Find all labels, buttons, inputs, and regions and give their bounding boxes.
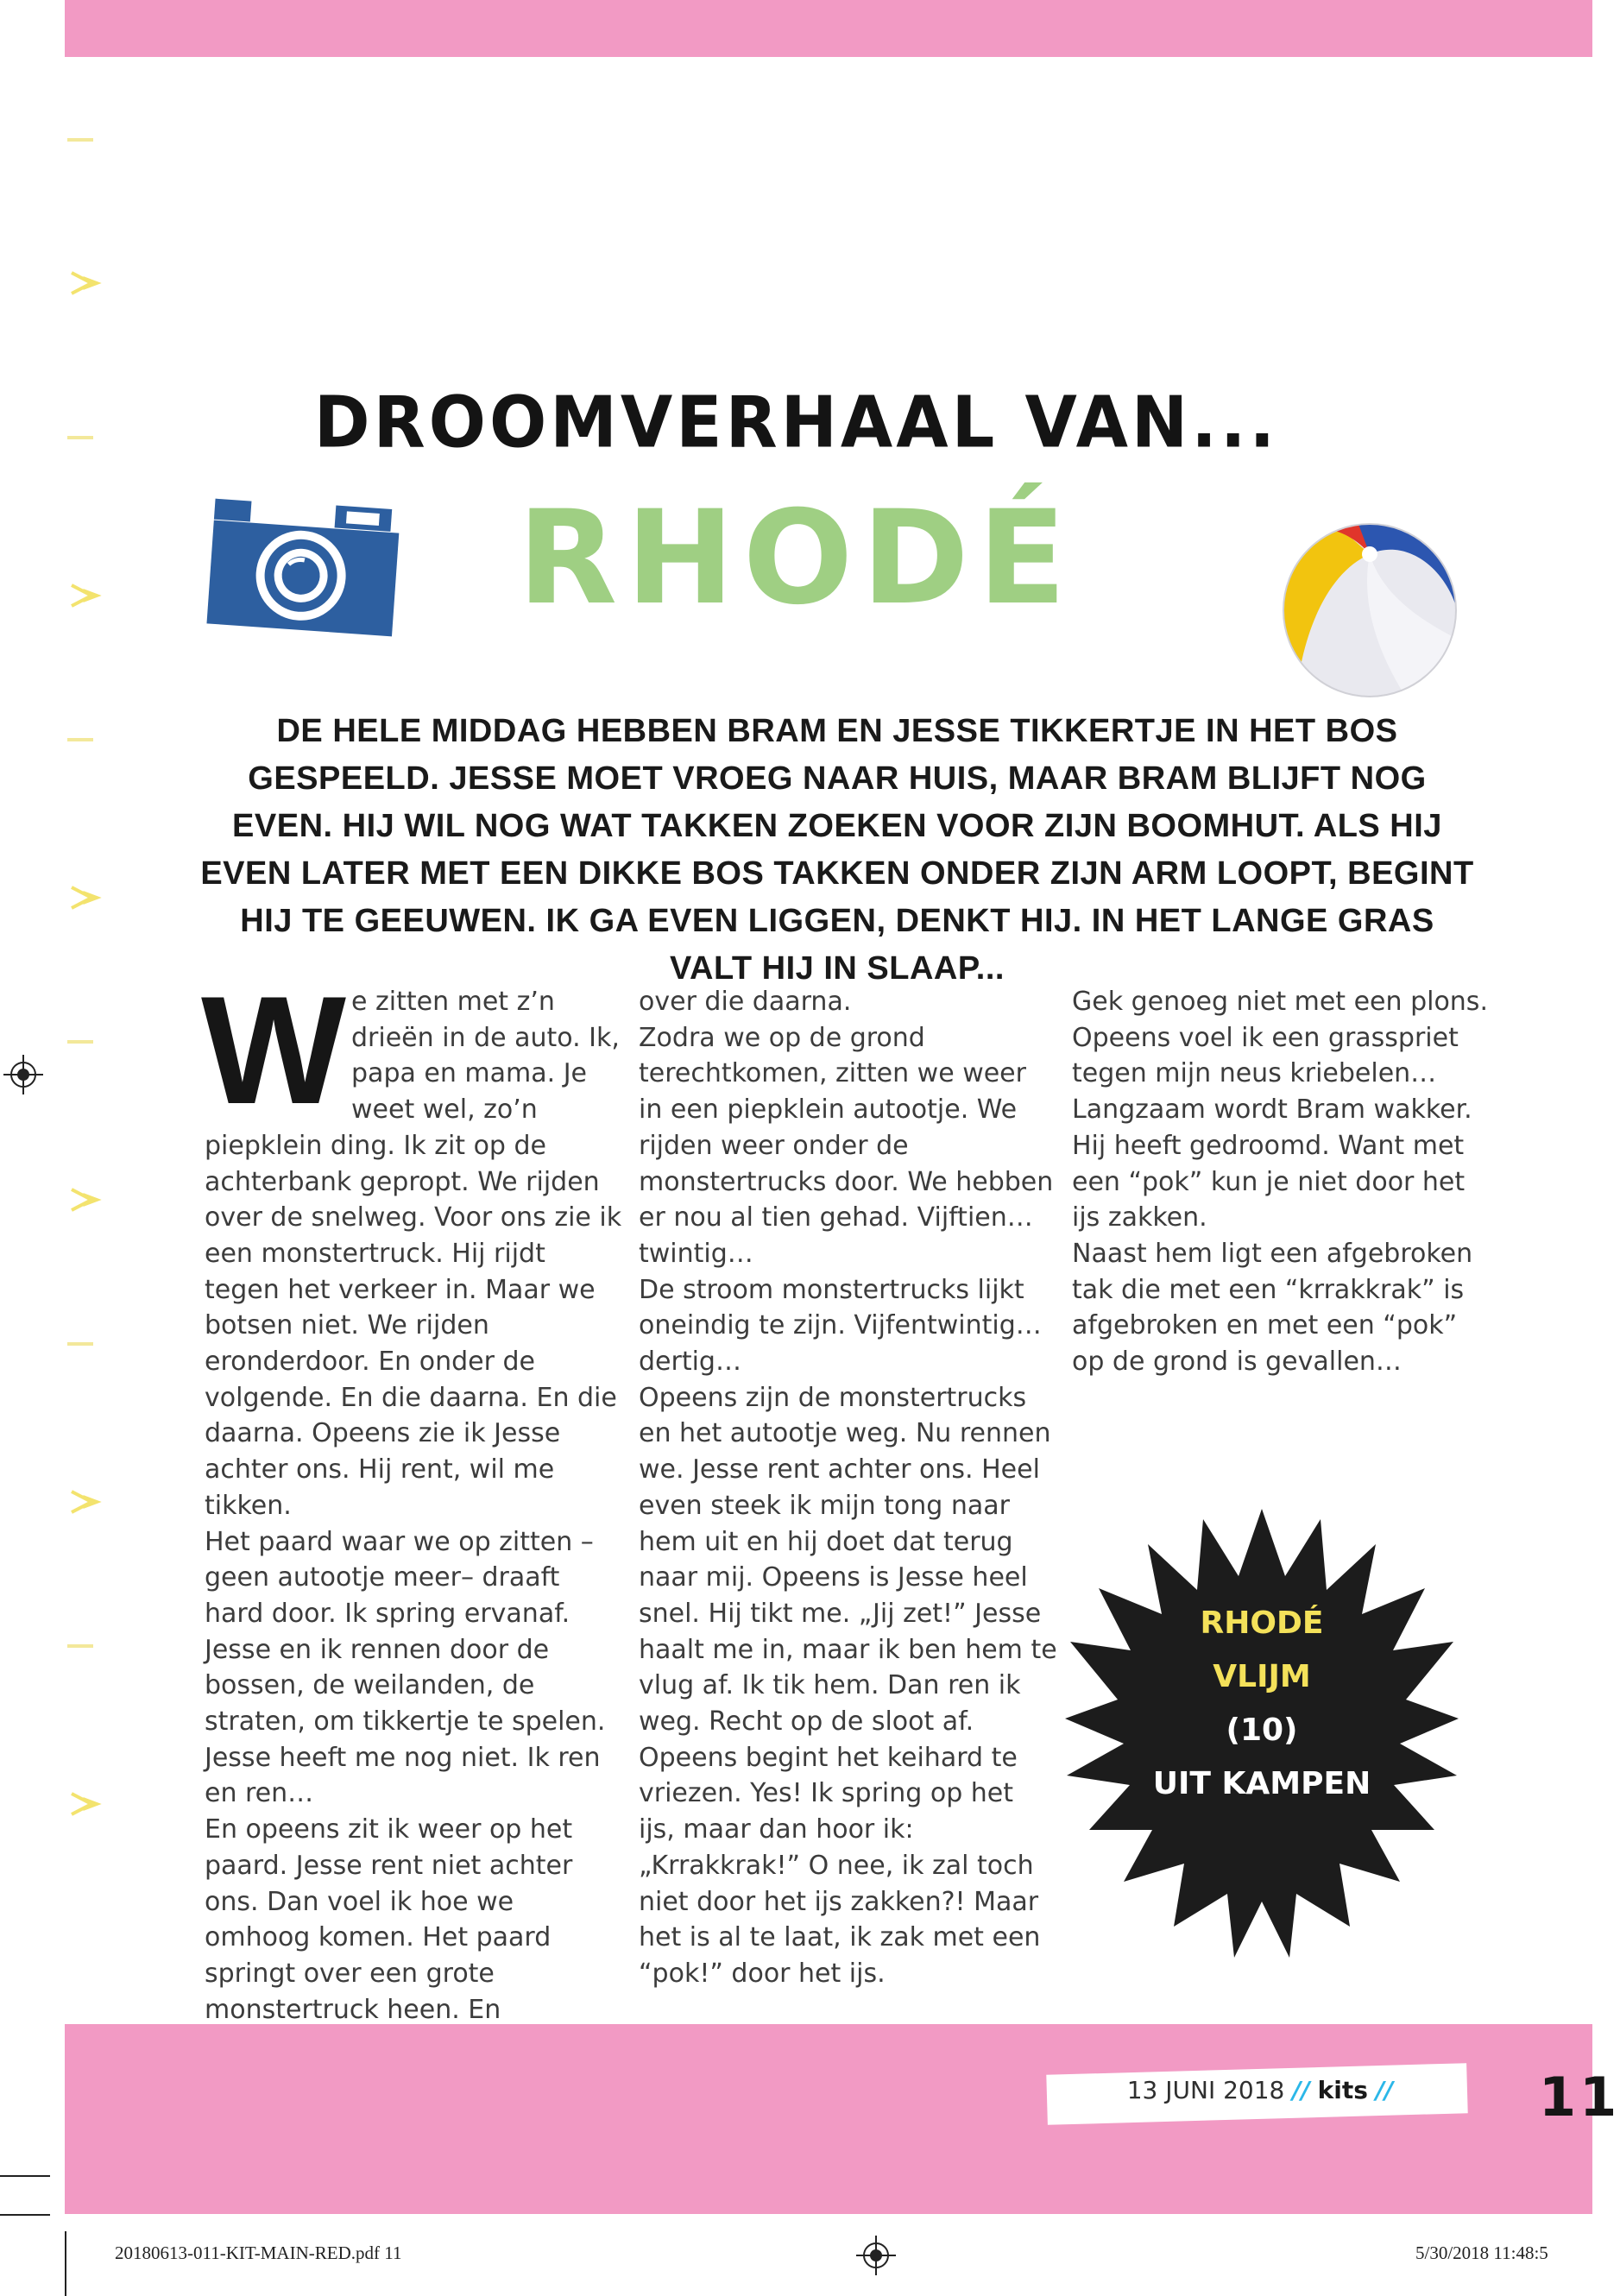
author-surname: VLIJM — [1213, 1659, 1311, 1694]
print-slug-timestamp: 5/30/2018 11:48:5 — [1415, 2242, 1548, 2263]
margin-star-icon — [67, 266, 102, 300]
story-paragraph: Gek genoeg niet met een plons. Opeens voel ik een grasspriet tegen mijn neus kriebelen… — [1072, 987, 1488, 1089]
issue-date: 13 JUNI 2018 — [1126, 2076, 1285, 2104]
margin-dash — [67, 1644, 93, 1648]
intro-paragraph: DE HELE MIDDAG HEBBEN BRAM EN JESSE TIKKERTJE IN HET BOS GESPEELD. JESSE MOET VROEG NAAR HUIS, MAAR BRAM BLIJFT NOG EVEN. HIJ WIL NOG WAT TAKKEN ZOEKEN VOOR ZIJN BOOMHUT. ALS HIJ EVEN LATER MET EEN DIKKE BOS TAKKEN ONDER ZIJN ARM LOOPT, BEGINT HIJ TE GEEUWEN. IK GA EVEN LIGGEN, DENKT HIJ. IN HET LANGE GRAS VALT HIJ IN SLAAP... — [200, 713, 1474, 987]
registration-mark-icon — [3, 1055, 43, 1094]
story-paragraph: En opeens zit ik weer op het paard. Jesse rent niet achter ons. Dan voel ik hoe we omhoog komen. Het paard springt over een grote monstertruck heen. En — [205, 1814, 573, 2025]
margin-dash — [67, 1342, 93, 1346]
story-paragraph: over die daarna. — [639, 987, 852, 1017]
brand-logo: kits — [1317, 2076, 1368, 2104]
separator: // — [1292, 2076, 1310, 2104]
story-column-2 — [639, 984, 1057, 1992]
bottom-pink-band — [65, 2024, 1592, 2214]
margin-star-icon — [67, 1485, 102, 1519]
story-paragraph: Zodra we op de grond terechtkomen, zitten we weer in een piepklein autootje. We rijden weer onder de monstertrucks door. We hebben er nou al tien gehad. Vijftien… twintig… — [639, 1022, 1054, 1269]
page-title: DROOMVERHAAL VAN... — [313, 382, 1279, 464]
story-column-3 — [1072, 984, 1491, 1380]
crop-mark — [0, 2175, 50, 2177]
author-age: (10) — [1226, 1713, 1298, 1748]
crop-mark — [0, 2214, 50, 2216]
story-column-1 — [201, 964, 623, 2028]
print-slug-filename: 20180613-011-KIT-MAIN-RED.pdf 11 — [115, 2242, 402, 2263]
story-paragraph: Opeens zijn de monstertrucks en het autootje weg. Nu rennen we. Jesse rent achter ons. Heel even steek ik mijn tong naar hem uit en hij doet dat terug naar mij. Opeens is Jesse heel snel. Hij tikt me. „Jij zet!” Jesse haalt me in, maar ik ben hem te vlug af. Ik tik hem. Dan ren ik weg. Recht op de sloot af. — [639, 1382, 1057, 1738]
top-pink-band — [65, 0, 1592, 57]
separator: // — [1375, 2076, 1394, 2104]
author-place: UIT KAMPEN — [1152, 1766, 1371, 1801]
margin-dash — [67, 1040, 93, 1044]
story-paragraph: Opeens begint het keihard te vriezen. Yes! Ik spring op het ijs, maar dan hoor ik: „Krrakkrak!” O nee, ik zal toch niet door het ijs zakken?! Maar het is al te laat, ik zak met een “pok!” door het ijs. — [639, 1742, 1041, 1989]
margin-dash — [67, 138, 93, 142]
margin-dash — [67, 738, 93, 741]
margin-star-icon — [67, 1183, 102, 1217]
beach-ball-icon — [1279, 520, 1460, 701]
margin-star-icon — [67, 880, 102, 915]
story-paragraph: De stroom monstertrucks lijkt oneindig te zijn. Vijfentwintig… dertig… — [639, 1274, 1042, 1378]
story-paragraph: Naast hem ligt een afgebroken tak die met een “krrakkrak” is afgebroken en met een “pok” op de grond is gevallen… — [1072, 1238, 1473, 1378]
story-paragraph: e zitten met z’n drieën in de auto. Ik, papa en mama. Je weet wel, zo’n piepklein ding. Ik zit op de achterbank gepropt. We rijden over de snelweg. Voor ons zie ik een monstertruck. Hij rijdt tegen het verkeer in. Maar we botsen niet. We rijden eronderdoor. En onder de volgende. En die daarna. En die daarna. Opeens zie ik Jesse achter ons. Hij rent, wil me tikken. — [205, 987, 622, 1521]
page-number: 11 — [1539, 2066, 1620, 2129]
camera-icon — [203, 479, 406, 639]
story-paragraph: Het paard waar we op zitten –geen autootje meer– draaft hard door. Ik spring ervanaf. Jesse en ik rennen door de bossen, de weilanden, de straten, om tikkertje te spelen. Jesse heeft me nog niet. Ik ren en ren… — [205, 1526, 606, 1809]
child-name-heading: RHODÉ — [517, 483, 1075, 634]
footer-issue-line — [1057, 2076, 1463, 2104]
story-paragraph: Langzaam wordt Bram wakker. Hij heeft gedroomd. Want met een “pok” kun je niet door het ijs zakken. — [1072, 1094, 1472, 1233]
author-first-name: RHODÉ — [1200, 1605, 1324, 1641]
author-badge — [1063, 1597, 1460, 1811]
crop-mark — [65, 2231, 66, 2296]
margin-star-icon — [67, 1787, 102, 1821]
drop-cap: W — [201, 964, 347, 1136]
registration-mark-icon — [856, 2236, 896, 2275]
